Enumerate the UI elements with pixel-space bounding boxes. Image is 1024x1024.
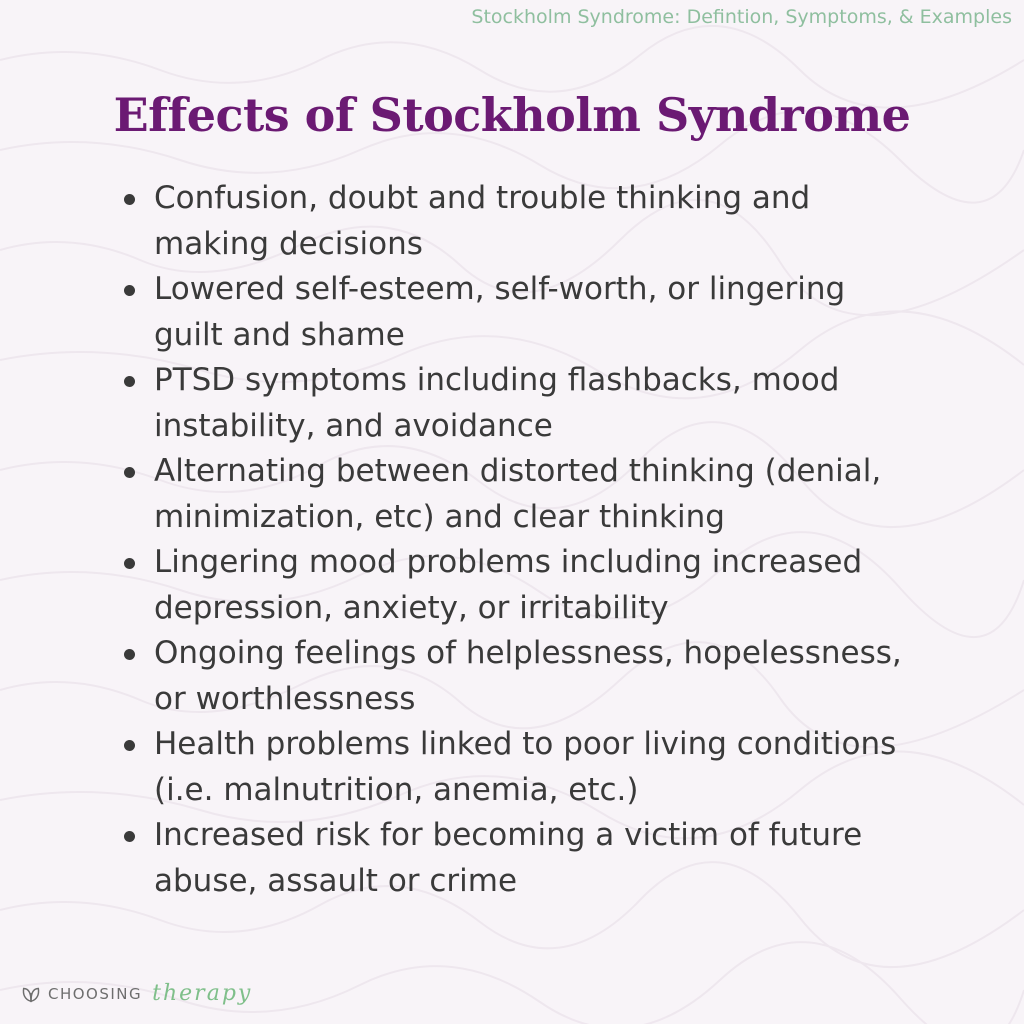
list-item-line: Increased risk for becoming a victim of future <box>154 817 863 853</box>
list-item-line: or worthlessness <box>154 680 416 717</box>
list-item <box>118 358 958 449</box>
list-item <box>118 631 958 722</box>
list-item <box>118 722 958 813</box>
bullet-icon <box>124 376 135 387</box>
list-item-line: making decisions <box>154 225 423 262</box>
bullet-icon <box>124 558 135 569</box>
brand-logo[interactable] <box>20 981 252 1006</box>
list-item-line: depression, anxiety, or irritability <box>154 589 669 626</box>
bullet-icon <box>124 467 135 478</box>
bullet-icon <box>124 831 135 842</box>
bullet-icon <box>124 194 135 205</box>
list-item <box>118 176 958 267</box>
list-item-line: guilt and shame <box>154 316 405 353</box>
list-item-line: minimization, etc) and clear thinking <box>154 498 725 535</box>
page-title: Effects of Stockholm Syndrome <box>113 88 911 142</box>
effects-list <box>118 176 958 904</box>
logo-text-therapy: therapy <box>152 981 253 1006</box>
list-item <box>118 267 958 358</box>
bullet-icon <box>124 740 135 751</box>
list-item-line: Health problems linked to poor living conditions <box>154 726 897 762</box>
list-item-line: (i.e. malnutrition, anemia, etc.) <box>154 771 639 808</box>
list-item-line: instability, and avoidance <box>154 407 553 444</box>
list-item <box>118 449 958 540</box>
list-item-line: Alternating between distorted thinking (denial, <box>154 453 882 489</box>
list-item-line: abuse, assault or crime <box>154 862 518 899</box>
list-item-line: Lingering mood problems including increased <box>154 544 863 580</box>
list-item-line: Confusion, doubt and trouble thinking and <box>154 180 811 216</box>
list-item-line: PTSD symptoms including flashbacks, mood <box>154 362 840 398</box>
top-caption: Stockholm Syndrome: Defintion, Symptoms, & Examples <box>471 6 1012 28</box>
logo-text-choosing: CHOOSING <box>48 984 143 1003</box>
list-item-line: Lowered self-esteem, self-worth, or lingering <box>154 271 846 307</box>
leaf-icon <box>20 983 42 1005</box>
bullet-icon <box>124 649 135 660</box>
bullet-icon <box>124 285 135 296</box>
list-item <box>118 540 958 631</box>
list-item <box>118 813 958 904</box>
list-item-line: Ongoing feelings of helplessness, hopelessness, <box>154 635 902 671</box>
